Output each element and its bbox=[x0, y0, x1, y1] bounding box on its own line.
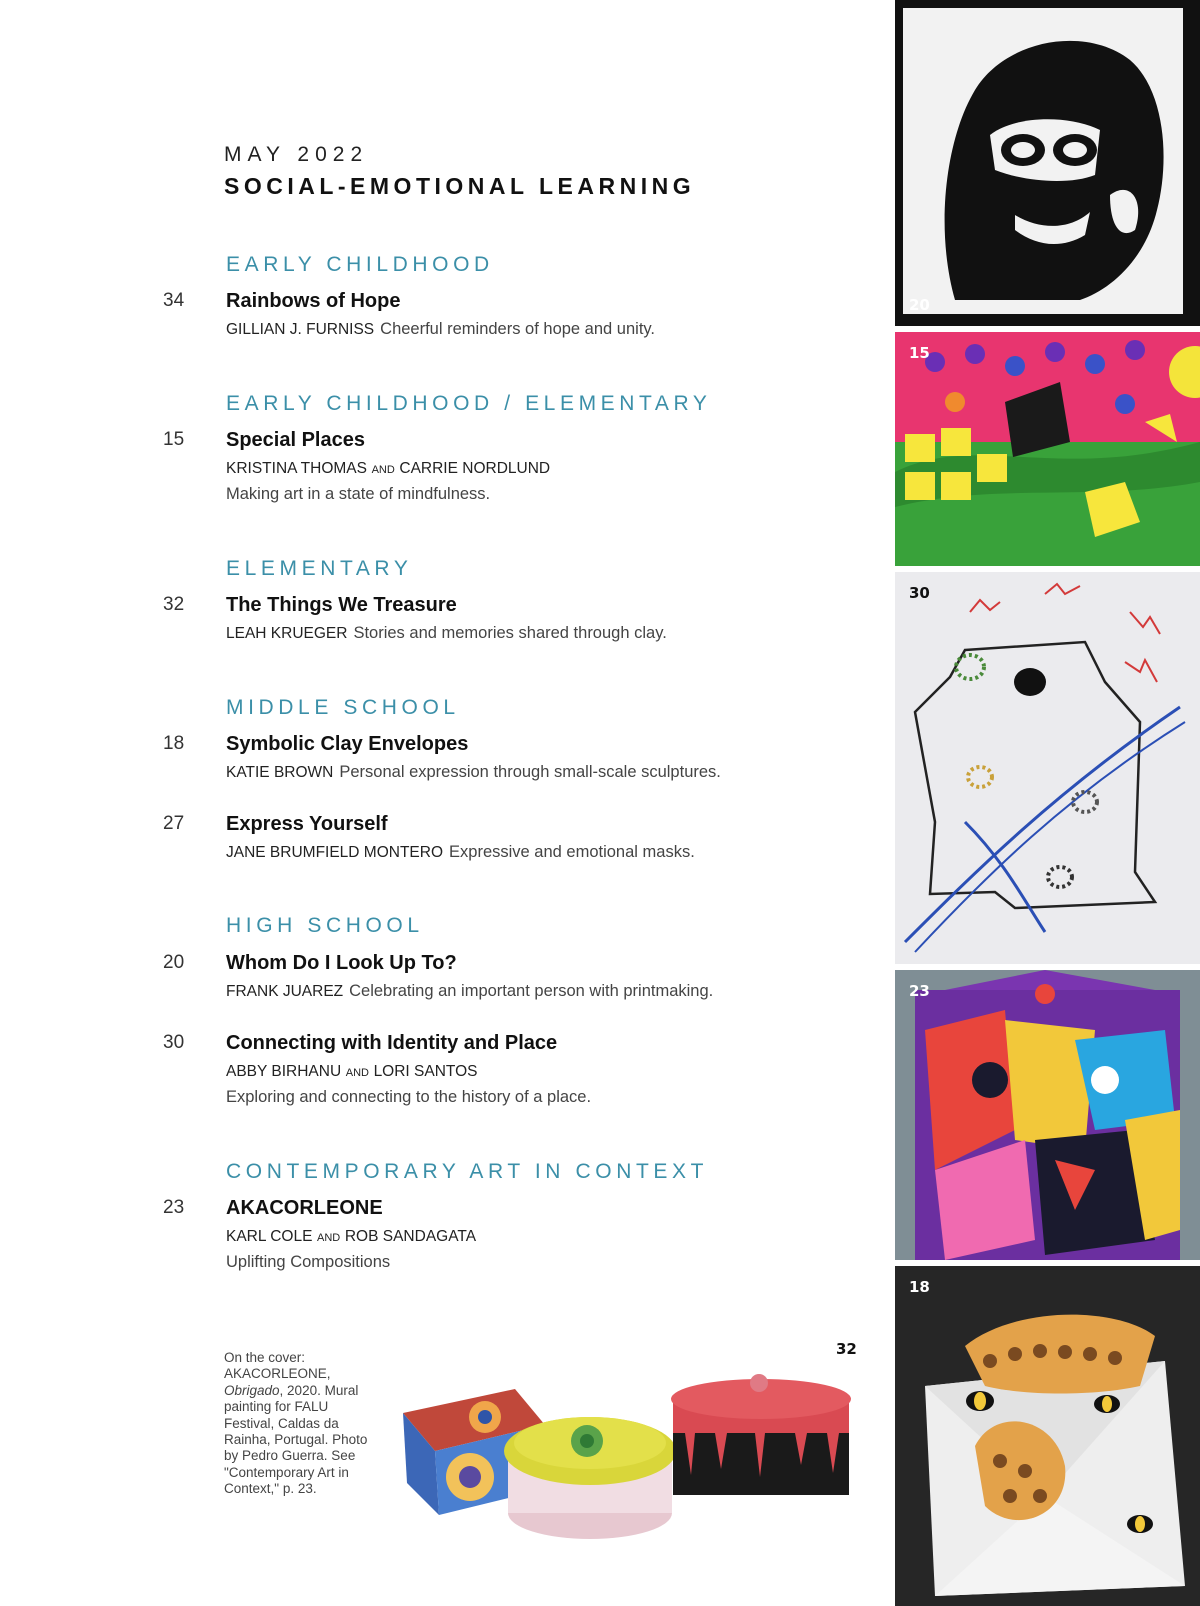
author-name: ROB SANDAGATA bbox=[344, 1228, 477, 1245]
article-title[interactable]: Whom Do I Look Up To? bbox=[226, 952, 457, 974]
thumbnail-page-number: 18 bbox=[909, 1278, 930, 1296]
article-description: Expressive and emotional masks. bbox=[449, 843, 695, 861]
article-title[interactable]: Connecting with Identity and Place bbox=[226, 1032, 558, 1054]
thumbnail-page-number: 23 bbox=[909, 982, 930, 1000]
byline bbox=[226, 320, 655, 339]
cover-caption-lead: On the cover: AKACORLEONE, bbox=[224, 1350, 331, 1382]
article-title[interactable]: Express Yourself bbox=[226, 813, 388, 835]
article-title[interactable]: Rainbows of Hope bbox=[226, 290, 401, 312]
clay-boxes-image[interactable] bbox=[395, 1365, 875, 1545]
page-number: 20 bbox=[163, 952, 185, 973]
page-number: 27 bbox=[163, 813, 185, 834]
author-name: GILLIAN J. FURNISS bbox=[226, 321, 375, 338]
author-conjunction: AND bbox=[345, 1067, 369, 1079]
article-description: Personal expression through small-scale sculptures. bbox=[339, 763, 721, 781]
article-description: Uplifting Compositions bbox=[226, 1253, 391, 1271]
author-name: JANE BRUMFIELD MONTERO bbox=[226, 844, 444, 861]
thumbnail-page-number: 15 bbox=[909, 344, 930, 362]
page-number: 30 bbox=[163, 1032, 185, 1053]
issue-theme: SOCIAL-EMOTIONAL LEARNING bbox=[224, 173, 696, 199]
section-heading-high-school: HIGH SCHOOL bbox=[226, 914, 424, 937]
thumbnail-page-number: 30 bbox=[909, 584, 930, 602]
page-number: 15 bbox=[163, 429, 185, 450]
cover-caption-rest: , 2020. Mural painting for FALU Festival, Caldas da Rainha, Portugal. Photo by Pedro Guerra. See "Contemporary Art in Context," p. 23. bbox=[224, 1382, 368, 1497]
section-heading-early-childhood-elementary: EARLY CHILDHOOD / ELEMENTARY bbox=[226, 392, 712, 415]
author-name: FRANK JUAREZ bbox=[226, 983, 344, 1000]
byline bbox=[226, 459, 550, 478]
section-heading-elementary: ELEMENTARY bbox=[226, 557, 413, 580]
section-heading-middle-school: MIDDLE SCHOOL bbox=[226, 696, 460, 719]
article-description: Celebrating an important person with printmaking. bbox=[349, 982, 714, 1000]
thumbnail-mural[interactable] bbox=[895, 970, 1200, 1260]
author-name: KATIE BROWN bbox=[226, 764, 334, 781]
article-description: Stories and memories shared through clay. bbox=[353, 624, 667, 642]
byline bbox=[226, 1227, 476, 1246]
section-heading-early-childhood: EARLY CHILDHOOD bbox=[226, 253, 494, 276]
author-conjunction: AND bbox=[317, 1232, 341, 1244]
author-name: KRISTINA THOMAS bbox=[226, 460, 367, 477]
byline bbox=[226, 624, 667, 643]
clay-boxes-page-number: 32 bbox=[836, 1340, 857, 1358]
thumbnail-special-places[interactable] bbox=[895, 332, 1200, 566]
page-number: 32 bbox=[163, 594, 185, 615]
author-conjunction: AND bbox=[371, 464, 395, 476]
issue-date: MAY 2022 bbox=[224, 143, 369, 166]
author-name: KARL COLE bbox=[226, 1228, 313, 1245]
author-name: CARRIE NORDLUND bbox=[399, 460, 551, 477]
byline bbox=[226, 843, 695, 862]
article-description: Cheerful reminders of hope and unity. bbox=[380, 320, 656, 338]
article-title[interactable]: The Things We Treasure bbox=[226, 594, 457, 616]
page-number: 23 bbox=[163, 1197, 185, 1218]
article-title[interactable]: Symbolic Clay Envelopes bbox=[226, 733, 469, 755]
article-description: Making art in a state of mindfulness. bbox=[226, 485, 491, 503]
author-name: ABBY BIRHANU bbox=[226, 1063, 342, 1080]
thumbnail-clay-envelope[interactable] bbox=[895, 1266, 1200, 1606]
author-name: LORI SANTOS bbox=[373, 1063, 478, 1080]
thumbnail-embroidered-map[interactable] bbox=[895, 572, 1200, 964]
section-heading-contemporary-art: CONTEMPORARY ART IN CONTEXT bbox=[226, 1160, 709, 1183]
cover-caption bbox=[224, 1350, 376, 1498]
article-description: Exploring and connecting to the history of a place. bbox=[226, 1088, 592, 1106]
article-title[interactable]: Special Places bbox=[226, 429, 365, 451]
cover-work-title: Obrigado bbox=[224, 1382, 280, 1398]
byline bbox=[226, 763, 721, 782]
thumbnail-page-number: 20 bbox=[909, 296, 930, 314]
thumbnail-portrait-print[interactable] bbox=[895, 0, 1200, 326]
author-name: LEAH KRUEGER bbox=[226, 625, 348, 642]
byline bbox=[226, 1062, 478, 1081]
page-number: 18 bbox=[163, 733, 185, 754]
page-number: 34 bbox=[163, 290, 185, 311]
article-title[interactable]: AKACORLEONE bbox=[226, 1197, 383, 1219]
byline bbox=[226, 982, 713, 1001]
